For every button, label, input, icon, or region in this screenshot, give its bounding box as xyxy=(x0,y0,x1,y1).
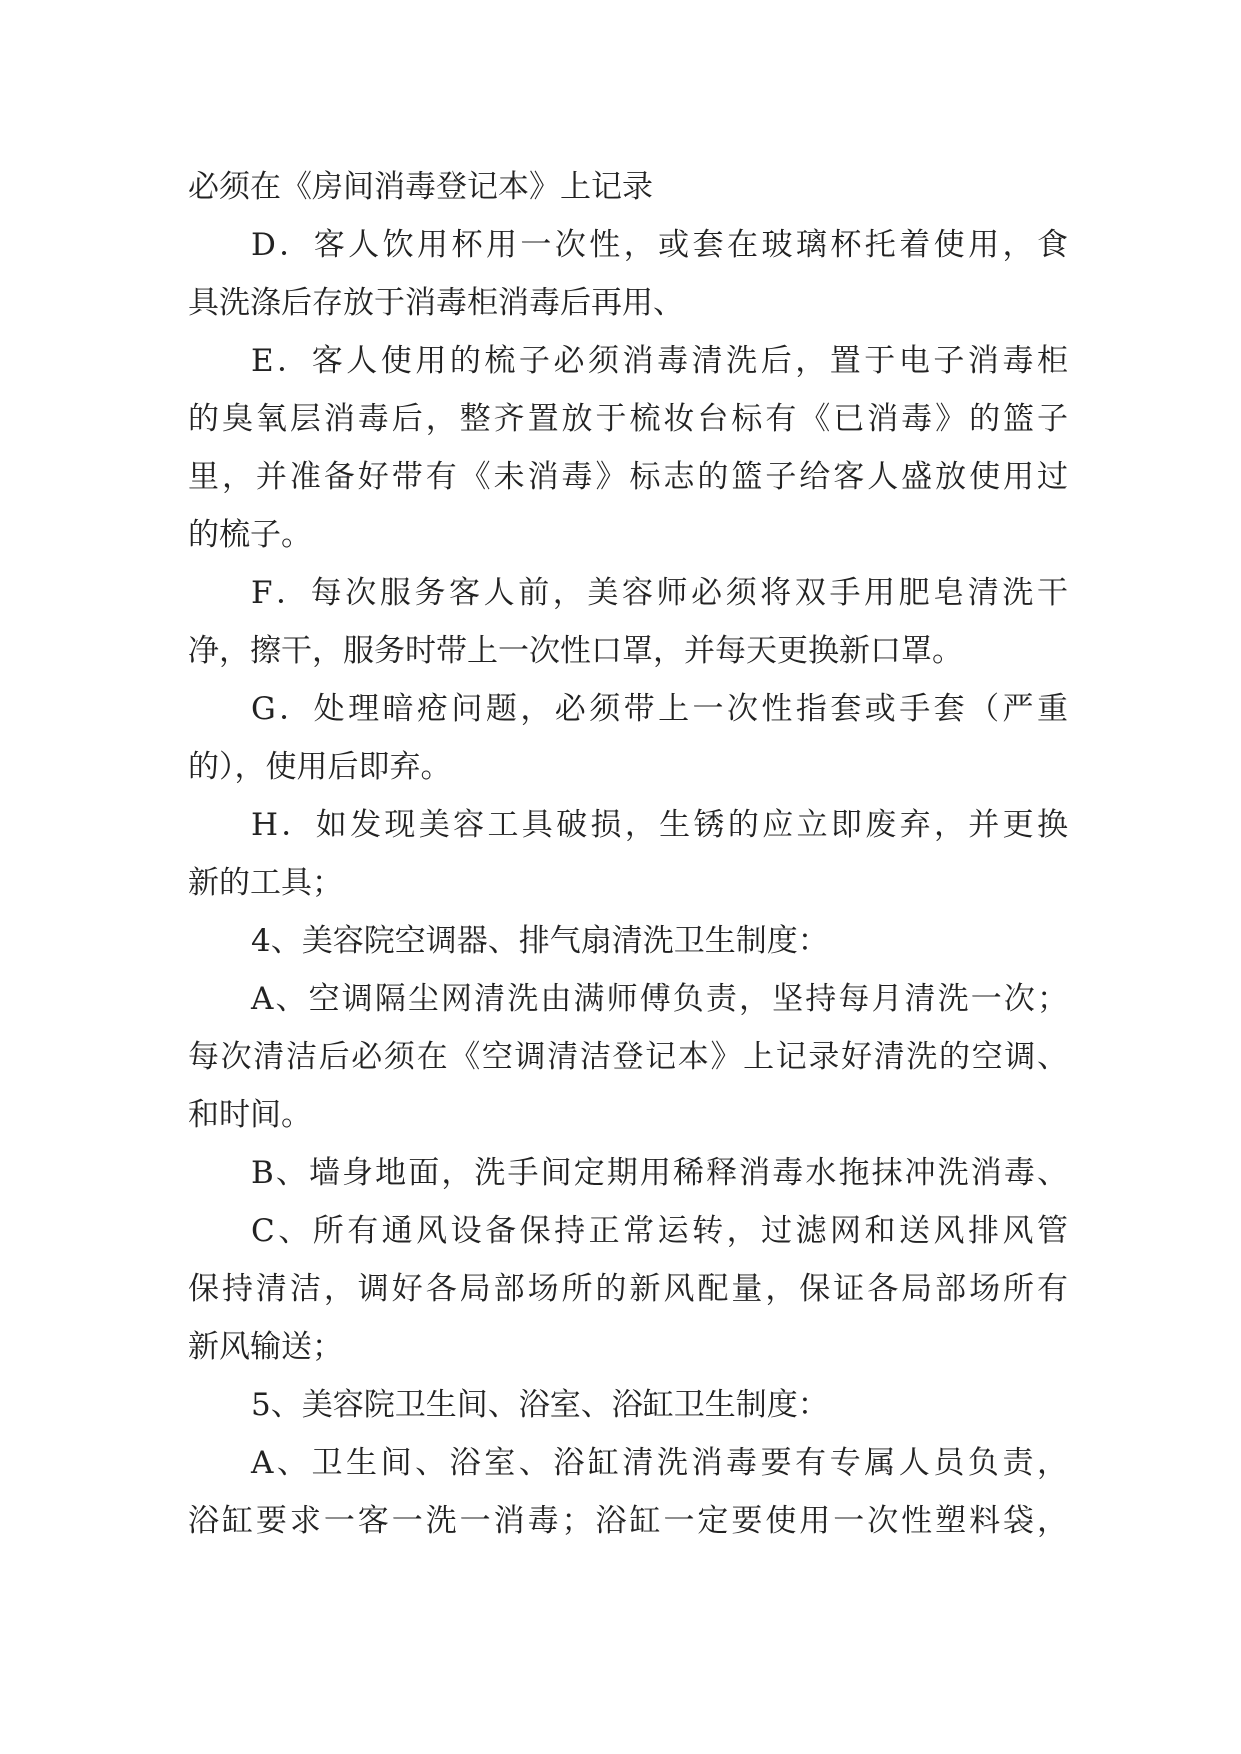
text-line: 浴缸要求一客一洗一消毒；浴缸一定要使用一次性塑料袋， xyxy=(188,1503,1068,1539)
text-line: 的），使用后即弃。 xyxy=(188,749,452,785)
text-line: 必须在《房间消毒登记本》上记录 xyxy=(188,169,653,205)
text-line: H．如发现美容工具破损，生锈的应立即废弃，并更换 xyxy=(251,807,1068,843)
body-text xyxy=(188,158,1068,1550)
text-line: A、空调隔尘网清洗由满师傅负责，坚持每月清洗一次； xyxy=(251,981,1068,1017)
text-line: D．客人饮用杯用一次性，或套在玻璃杯托着使用，食 xyxy=(251,227,1068,263)
section-heading: 4、美容院空调器、排气扇清洗卫生制度： xyxy=(251,923,829,959)
text-line: 新的工具； xyxy=(188,865,343,901)
section-heading: 5、美容院卫生间、浴室、浴缸卫生制度： xyxy=(251,1387,829,1423)
text-line: 里，并准备好带有《未消毒》标志的篮子给客人盛放使用过 xyxy=(188,459,1068,495)
text-line: 新风输送； xyxy=(188,1329,343,1365)
text-line: A、卫生间、浴室、浴缸清洗消毒要有专属人员负责， xyxy=(251,1445,1068,1481)
text-line: B、墙身地面，洗手间定期用稀释消毒水拖抹冲洗消毒、 xyxy=(251,1155,1068,1191)
text-line: G．处理暗疮问题，必须带上一次性指套或手套（严重 xyxy=(251,691,1068,727)
text-line: 的臭氧层消毒后，整齐置放于梳妆台标有《已消毒》的篮子 xyxy=(188,401,1068,437)
text-line: 保持清洁，调好各局部场所的新风配量，保证各局部场所有 xyxy=(188,1271,1068,1307)
text-line: 和时间。 xyxy=(188,1097,312,1133)
text-line: 每次清洁后必须在《空调清洁登记本》上记录好清洗的空调、 xyxy=(188,1039,1068,1075)
text-line: 净，擦干，服务时带上一次性口罩，并每天更换新口罩。 xyxy=(188,633,963,669)
text-line: E．客人使用的梳子必须消毒清洗后，置于电子消毒柜 xyxy=(251,343,1068,379)
text-line: 具洗涤后存放于消毒柜消毒后再用、 xyxy=(188,285,684,321)
text-line: F．每次服务客人前，美容师必须将双手用肥皂清洗干 xyxy=(251,575,1068,611)
text-line: 的梳子。 xyxy=(188,517,312,553)
text-line: C、所有通风设备保持正常运转，过滤网和送风排风管 xyxy=(251,1213,1068,1249)
